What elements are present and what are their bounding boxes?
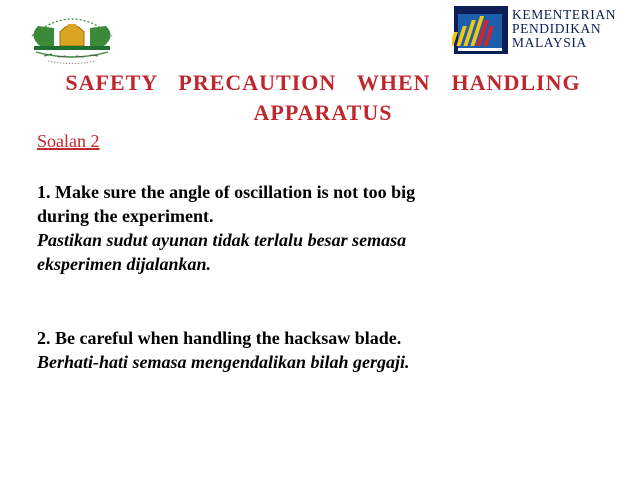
point-1-english-line1: 1. Make sure the angle of oscillation is not too big — [37, 182, 416, 202]
school-logo — [18, 6, 126, 66]
slide-title — [40, 68, 606, 128]
safety-point-2 — [37, 326, 597, 374]
question-label: Soalan 2 — [37, 131, 100, 151]
kpm-emblem-icon — [452, 4, 510, 56]
title-line2: APPARATUS — [253, 100, 393, 125]
title-line1: SAFETY PRECAUTION WHEN HANDLING — [65, 70, 581, 95]
ministry-logo — [452, 4, 632, 56]
kpm-line1: KEMENTERIAN — [512, 7, 617, 22]
kpm-line2: PENDIDIKAN — [512, 21, 602, 36]
point-2-english-line1: 2. Be careful when handling the hacksaw blade. — [37, 328, 402, 348]
emblem-icon — [18, 6, 126, 66]
safety-point-1 — [37, 180, 597, 276]
point-1-malay-line2: eksperimen dijalankan. — [37, 254, 212, 274]
kpm-wordmark — [512, 8, 616, 50]
point-1-english-line2: during the experiment. — [37, 206, 214, 226]
point-2-malay-line1: Berhati-hati semasa mengendalikan bilah gergaji. — [37, 352, 410, 372]
kpm-line3: MALAYSIA — [512, 35, 587, 50]
point-1-malay-line1: Pastikan sudut ayunan tidak terlalu besar semasa — [37, 230, 407, 250]
